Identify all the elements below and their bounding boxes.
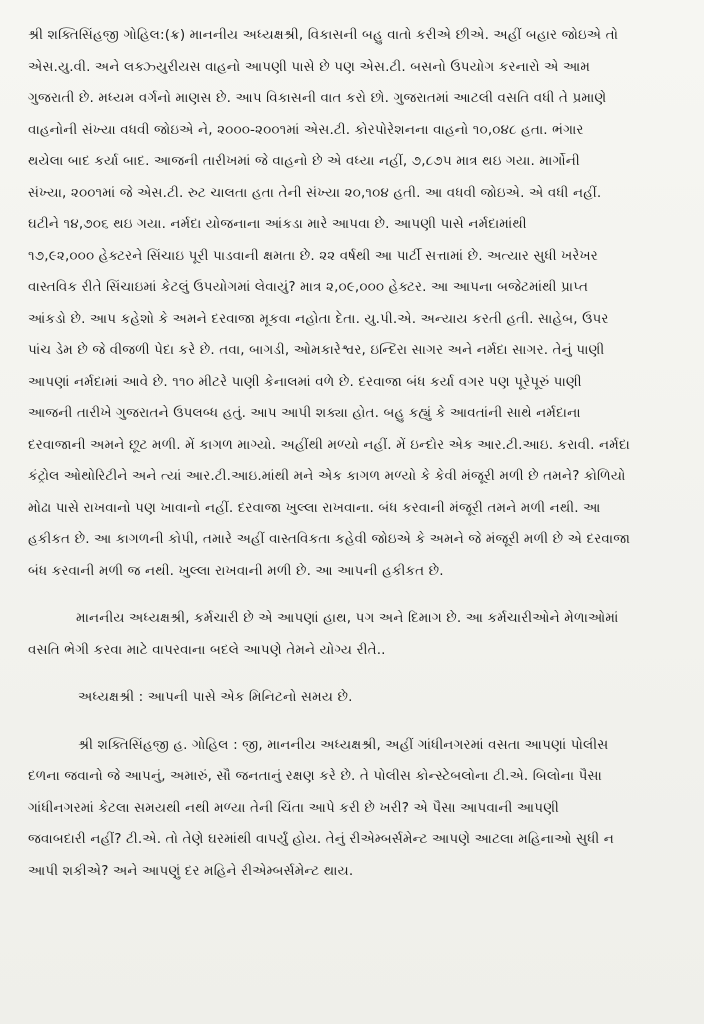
text-line: અધ્યક્ષશ્રી : આપની પાસે એક મિનિટનો સમય છે. [78,689,353,705]
text-line: એસ.યુ.વી. અને લક્ઝ્યુરીયસ વાહનો આપણી પાસે છે પણ એસ.ટી. બસનો ઉપયોગ કરનારો એ આમ [28,58,591,75]
text-line: હકીકત છે. આ કાગળની કોપી, તમારે અહીં વાસ્તવિકતા કહેવી જોઇએ કે અમને જે મંજૂરી મળી છે એ દરવાજા [28,531,631,547]
paragraph-gap [28,666,688,682]
text-line: મોઢા પાસે રાખવાનો પણ ખાવાનો નહીં. દરવાજા ખુલ્લા રાખવાના. બંધ કરવાની મંજૂરી તમને મળી નથી. આ [28,499,601,516]
text-line: આજની તારીખે ગુજરાતને ઉપલબ્ધ હતું. આપ આપી શક્યા હોત. બહુ કહ્યું કે આવતાંની સાથે નર્મદાના [28,405,581,421]
text-line: માનનીય અધ્યક્ષશ્રી, કર્મચારી છે એ આપણાં હાથ, પગ અને દિમાગ છે. આ કર્મચારીઓને મેળાઓમાં [76,610,619,626]
paragraph-speech-1 [28,20,688,587]
text-line: આપી શકીએ? અને આપણું દર મહિને રીએમ્બર્સમેન્ટ થાય. [28,862,354,879]
text-line: જવાબદારી નહીં? ટી.એ. તો તેણે ઘરમાંથી વાપર્યું હોય. તેનું રીએમ્બર્સમેન્ટ આપણે આટલા મહિનાઓ સુધી ન [28,831,615,847]
text-line: બંધ કરવાની મળી જ નથી. ખુલ્લા રાખવાની મળી છે. આ આપની હકીકત છે. [28,562,444,579]
text-line: થયેલા બાદ કર્યા બાદ. આજની તારીખમાં જે વાહનો છે એ વધ્યા નહીં, ૭,૮૭૫ માત્ર થઇ ગયા. માર્ગોની [28,153,580,169]
paragraph-speech-3 [28,730,688,888]
text-line: વાહનોની સંખ્યા વધવી જોઇએ ને, ૨૦૦૦-૨૦૦૧માં એસ.ટી. કોરપોરેશનના વાહનો ૧૦,૦૪૮ હતા. ભંગાર [28,121,584,138]
text-line: પાંચ ડેમ છે જે વીજળી પેદા કરે છે. તવા, બાગડી, ઓમકારેશ્વર, ઇન્દિરા સાગર અને નર્મદા સાગર. તેનું પાણી [28,342,605,358]
text-line: કંટ્રોલ ઓથોરિટીને અને ત્યાં આર.ટી.આઇ.માંથી મને એક કાગળ મળ્યો કે કેવી મંજૂરી મળી છે તમને? કોળિયો [28,468,626,484]
text-line: વસતિ ભેગી કરવા માટે વાપરવાના બદલે આપણે તેમને યોગ્ય રીતે.. [28,641,386,658]
paragraph-speech-2 [28,603,688,666]
paragraph-gap [28,587,688,603]
text-line: આંકડો છે. આપ કહેશો કે અમને દરવાજા મૂકવા નહોતા દેતા. યુ.પી.એ. અન્યાય કરતી હતી. સાહેબ, ઉપર [28,310,609,327]
text-line: ૧૭,૯૨,૦૦૦ હેક્ટરને સિંચાઇ પૂરી પાડવાની ક્ષમતા છે. ૨૨ વર્ષથી આ પાર્ટી સત્તામાં છે. અત્યાર સુધી ખરેખર [28,247,598,264]
document-body [28,20,688,887]
text-line: વાસ્તવિક રીતે સિંચાઇમાં કેટલું ઉપયોગમાં લેવાયું? માત્ર ૨,૦૯,૦૦૦ હેક્ટર. આ આપના બજેટમાંથી પ્રાપ્ત [28,279,589,295]
text-line: દરવાજાની અમને છૂટ મળી. મેં કાગળ માગ્યો. અહીંથી મળ્યો નહીં. મેં ઇન્દોર એક આર.ટી.આઇ. કરાવી. નર્મદા [28,436,630,453]
text-line: ઘટીને ૧૪,૭૦૬ થઇ ગયા. નર્મદા યોજનાના આંકડા મારે આપવા છે. આપણી પાસે નર્મદામાંથી [28,216,527,232]
text-line: શ્રી શક્તિસિંહજી હ. ગોહિલ : જી, માનનીય અધ્યક્ષશ્રી, અહીં ગાંધીનગરમાં વસતા આપણાં પોલીસ [78,736,609,753]
text-line: દળના જવાનો જે આપનું, અમારું, સૌ જનતાનું રક્ષણ કરે છે. તે પોલીસ કોન્સ્ટેબલોના ટી.એ. બિલોના પૈસા [28,768,602,784]
text-line: ગાંધીનગરમાં કેટલા સમયથી નથી મળ્યા તેની ચિંતા આપે કરી છે ખરી? એ પૈસા આપવાની આપણી [28,799,560,816]
text-line: આપણાં નર્મદામાં આવે છે. ૧૧૦ મીટરે પાણી કેનાલમાં વળે છે. દરવાજા બંધ કર્યા વગર પણ પૂરેપૂરું પાણી [28,373,582,390]
text-line: સંખ્યા, ૨૦૦૧માં જે એસ.ટી. રુટ ચાલતા હતા તેની સંખ્યા ૨૦,૧૦૪ હતી. આ વધવી જોઇએ. એ વધી નહીં. [28,184,602,201]
paragraph-gap [28,714,688,730]
text-line: શ્રી શક્તિસિંહજી ગોહિલ:(ક્ર) માનનીય અધ્યક્ષશ્રી, વિકાસની બહુ વાતો કરીએ છીએ. અહીં બહાર જોઇએ તો [28,27,619,43]
paragraph-speaker-note [28,682,688,714]
text-line: ગુજરાતી છે. મધ્યમ વર્ગનો માણસ છે. આપ વિકાસની વાત કરો છો. ગુજરાતમાં આટલી વસતિ વધી તે પ્રમાણે [28,90,607,106]
